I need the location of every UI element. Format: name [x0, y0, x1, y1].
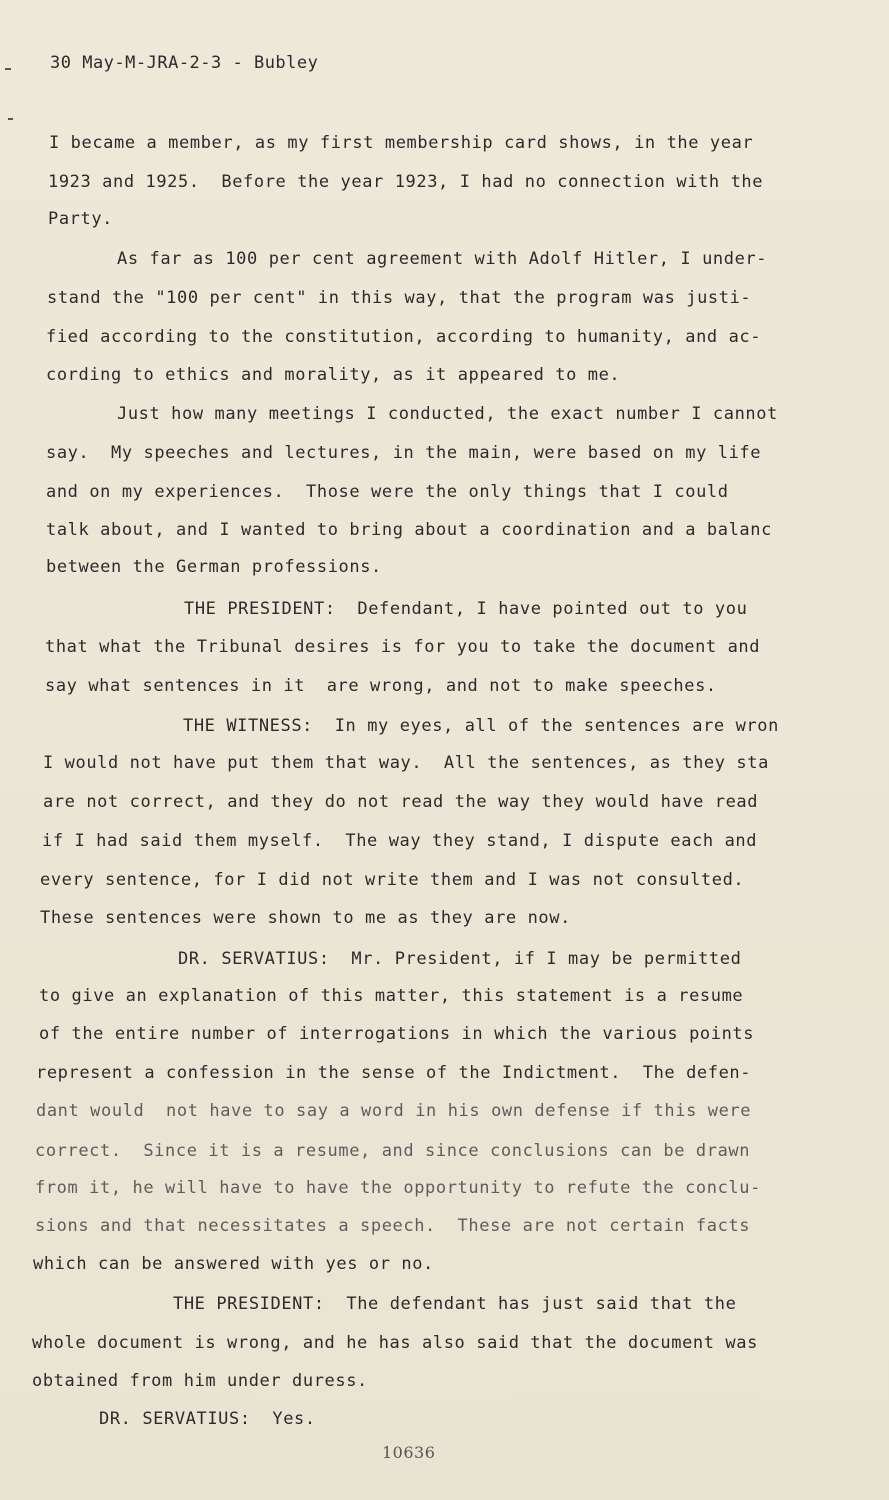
text-line: correct. Since it is a resume, and since conclusions can be drawn	[35, 1141, 751, 1161]
text-line: THE WITNESS: In my eyes, all of the sentences are wron	[183, 716, 779, 736]
document-reference-header: 30 May-M-JRA-2-3 - Bubley	[50, 53, 319, 73]
text-line: from it, he will have to have the opportunity to refute the conclu-	[35, 1178, 761, 1198]
text-line: 1923 and 1925. Before the year 1923, I had no connection with the	[48, 172, 764, 192]
text-line: that what the Tribunal desires is for you to take the document and	[45, 637, 761, 657]
text-line: dant would not have to say a word in his own defense if this were	[36, 1101, 752, 1121]
text-line: fied according to the constitution, according to humanity, and ac-	[46, 327, 762, 347]
text-line: stand the "100 per cent" in this way, that the program was justi-	[47, 288, 752, 308]
text-line: if I had said them myself. The way they stand, I dispute each and	[42, 831, 758, 851]
text-line: of the entire number of interrogations in which the various points	[39, 1024, 755, 1044]
text-line: DR. SERVATIUS: Mr. President, if I may be permitted	[178, 949, 742, 969]
text-line: I would not have put them that way. All the sentences, as they sta	[43, 753, 769, 773]
text-line: say. My speeches and lectures, in the main, were based on my life	[46, 443, 762, 463]
margin-mark	[5, 68, 11, 70]
text-line: obtained from him under duress.	[32, 1371, 368, 1391]
text-line: and on my experiences. Those were the only things that I could	[46, 482, 729, 502]
text-line: THE PRESIDENT: Defendant, I have pointed out to you	[184, 599, 748, 619]
text-line: THE PRESIDENT: The defendant has just said that the	[173, 1294, 737, 1314]
text-line: to give an explanation of this matter, this statement is a resume	[39, 986, 744, 1006]
text-line: Party.	[48, 209, 114, 229]
text-line: are not correct, and they do not read the way they would have read	[43, 792, 759, 812]
margin-mark	[8, 118, 13, 120]
text-line: These sentences were shown to me as they are now.	[40, 908, 571, 928]
text-line: whole document is wrong, and he has also said that the document was	[32, 1333, 758, 1353]
text-line: As far as 100 per cent agreement with Adolf Hitler, I under-	[117, 249, 768, 269]
text-line: represent a confession in the sense of the Indictment. The defen-	[36, 1063, 752, 1083]
text-line: DR. SERVATIUS: Yes.	[99, 1409, 316, 1429]
text-line: talk about, and I wanted to bring about a coordination and a balanc	[46, 520, 772, 540]
text-line: every sentence, for I did not write them and I was not consulted.	[40, 870, 745, 890]
text-line: sions and that necessitates a speech. These are not certain facts	[35, 1216, 751, 1236]
page-number: 10636	[382, 1443, 436, 1462]
text-line: which can be answered with yes or no.	[33, 1254, 434, 1274]
text-line: Just how many meetings I conducted, the exact number I cannot	[117, 404, 778, 424]
text-line: say what sentences in it are wrong, and not to make speeches.	[45, 676, 717, 696]
text-line: cording to ethics and morality, as it appeared to me.	[46, 365, 621, 385]
text-line: I became a member, as my first membership card shows, in the year	[49, 133, 754, 153]
text-line: between the German professions.	[46, 557, 382, 577]
